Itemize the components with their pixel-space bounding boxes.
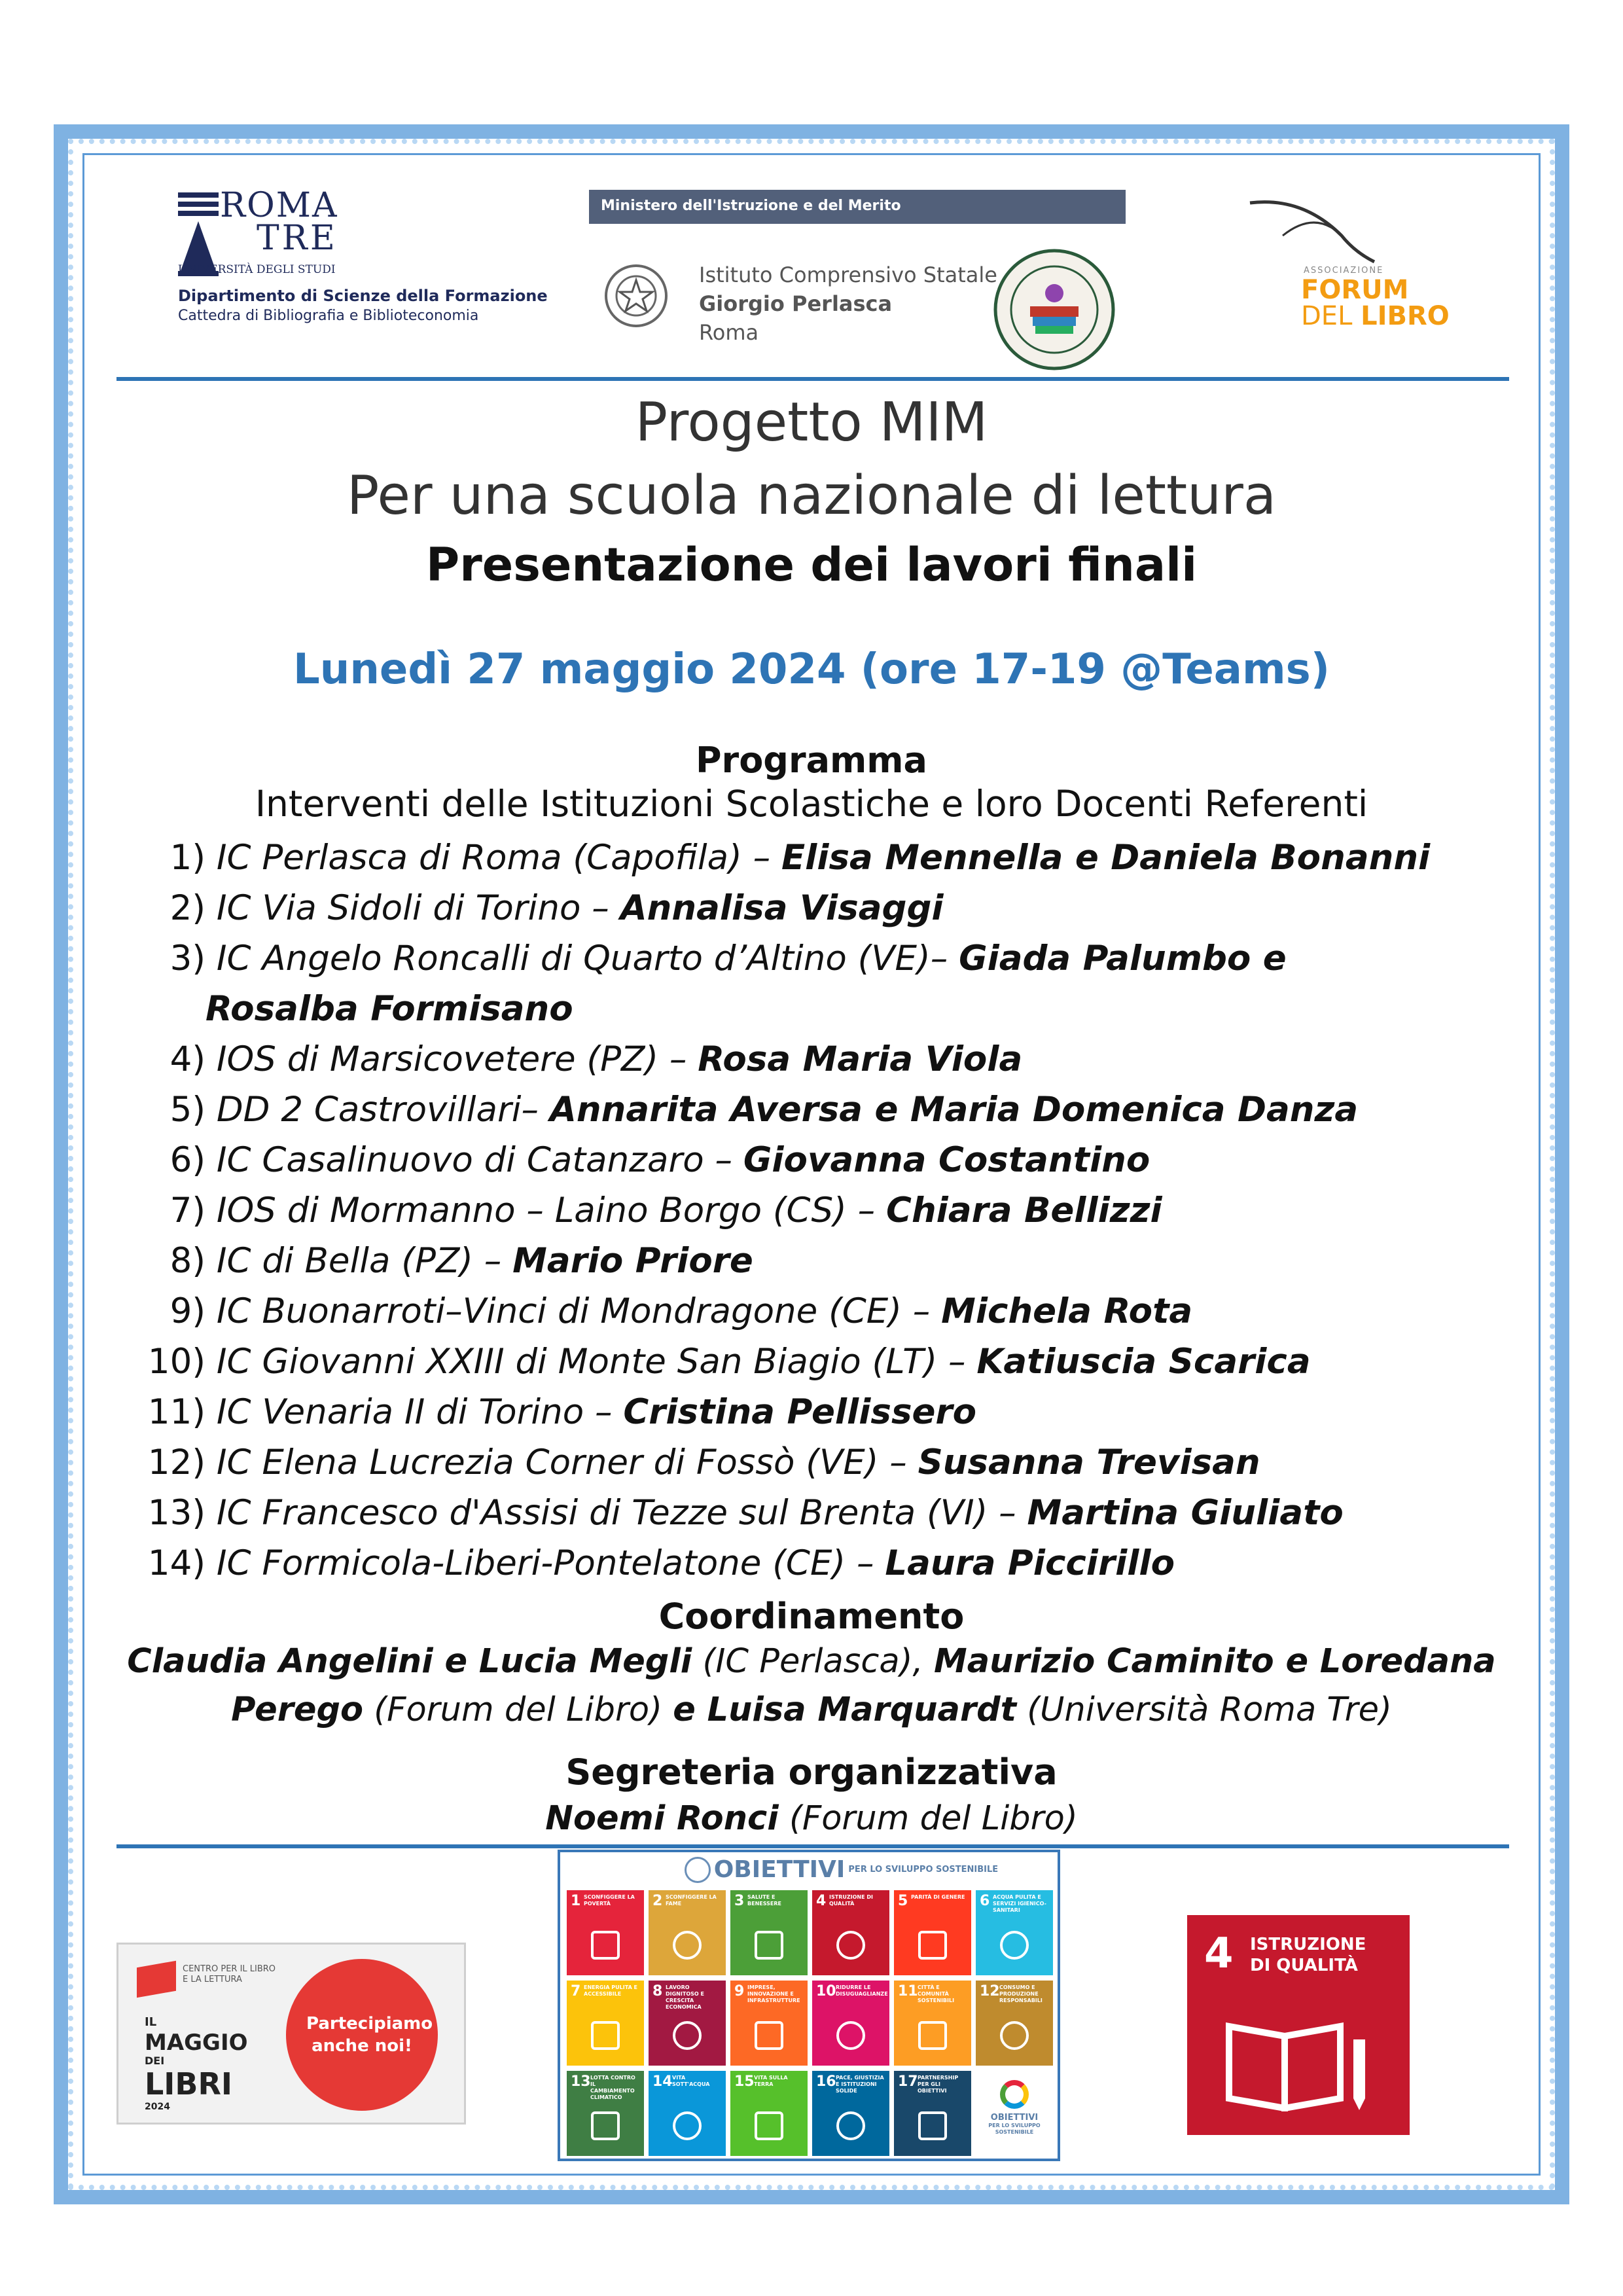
badge-text: Partecipiamo anche noi!	[306, 2014, 433, 2056]
list-item	[126, 1085, 1526, 1135]
sdg-tile-label: PARITÀ DI GENERE	[911, 1894, 965, 1900]
item-school: IC di Bella (PZ) –	[216, 1241, 513, 1281]
list-item	[126, 1185, 1526, 1236]
book-wing-icon	[1243, 190, 1387, 268]
sdg-logo-line1: OBIETTIVI	[990, 2113, 1039, 2123]
list-item	[126, 1034, 1526, 1085]
sdg-tile-number: 16	[816, 2073, 836, 2090]
list-item	[126, 1538, 1526, 1588]
sdg-tile-icon	[918, 1931, 947, 1960]
coordinators-ic: Claudia Angelini e Lucia Megli	[127, 1642, 692, 1681]
item-school: IC Casalinuovo di Catanzaro –	[216, 1140, 743, 1180]
item-number: 13)	[147, 1493, 205, 1533]
list-item	[126, 933, 1526, 984]
sdg-tile-number: 1	[571, 1893, 581, 1909]
sdg4-number: 4	[1204, 1929, 1234, 1978]
sdg-header-small: PER LO SVILUPPO SOSTENIBILE	[848, 1865, 999, 1874]
forum-del: DEL	[1301, 301, 1361, 331]
sdg-tile-label: IMPRESE, INNOVAZIONE E INFRASTRUTTURE	[747, 1984, 800, 2003]
item-teachers: Rosalba Formisano	[205, 989, 573, 1029]
sdg-tile	[976, 1890, 1053, 1975]
sdg-tile-label: RIDURRE LE DISUGUAGLIANZE	[836, 1984, 888, 1997]
project-title: Progetto MIM	[635, 391, 988, 454]
item-school: IC Francesco d'Assisi di Tezze sul Brenta (VI) –	[216, 1493, 1027, 1533]
sdg-tile-label: PARTNERSHIP PER GLI OBIETTIVI	[918, 2075, 959, 2094]
sdg-tile	[812, 1890, 889, 1975]
footer-rule	[116, 1844, 1509, 1848]
ministry-name: Ministero dell'Istruzione e del Merito	[601, 198, 901, 214]
open-book-pencil-icon	[1222, 2013, 1373, 2111]
sdg-tile-number: 10	[816, 1983, 836, 2000]
item-teachers: Martina Giuliato	[1027, 1493, 1344, 1533]
sdg-tile-label: CONSUMO E PRODUZIONE RESPONSABILI	[999, 1984, 1043, 2003]
school-seal-icon	[992, 247, 1116, 372]
school-line2: Giorgio Perlasca	[699, 291, 893, 316]
item-school: IC Via Sidoli di Torino –	[216, 888, 620, 928]
program-intro: Interventi delle Istituzioni Scolastiche e loro Docenti Referenti	[255, 783, 1368, 825]
sdg-tile	[812, 1981, 889, 2066]
sdg-tile-number: 2	[652, 1893, 663, 1909]
sdg4-line1: ISTRUZIONE	[1250, 1935, 1366, 1954]
project-subtitle: Per una scuola nazionale di lettura	[346, 465, 1277, 527]
item-school: IOS di Mormanno – Laino Borgo (CS) –	[216, 1191, 887, 1230]
sdg-tile	[649, 2071, 726, 2156]
maggio-word: MAGGIO	[145, 2030, 248, 2056]
sdg-tile-number: 17	[898, 2073, 918, 2090]
event-date: Lunedì 27 maggio 2024 (ore 17-19 @Teams)	[293, 645, 1330, 694]
sdg-tile-icon	[591, 1931, 620, 1960]
sdg4-tile	[1187, 1915, 1410, 2135]
item-number: 10)	[147, 1342, 205, 1382]
maggio-libri: LIBRI	[145, 2066, 233, 2102]
item-teachers: Susanna Trevisan	[918, 1443, 1260, 1482]
item-teachers: Rosa Maria Viola	[698, 1039, 1023, 1079]
un-emblem-icon	[685, 1857, 711, 1883]
secretariat-name: Noemi Ronci	[545, 1799, 779, 1838]
sdg-tile-icon	[836, 2021, 865, 2050]
item-teachers: Giada Palumbo e	[959, 939, 1287, 978]
sdg-tile	[649, 1981, 726, 2066]
coordinators-forum-cont: Perego	[231, 1691, 364, 1729]
list-item	[126, 1437, 1526, 1488]
sdg-tile	[812, 2071, 889, 2156]
secretariat-org: (Forum del Libro)	[778, 1799, 1078, 1838]
sdg-tile-icon	[1000, 1931, 1029, 1960]
item-number: 12)	[147, 1443, 205, 1482]
sdg-logo-line2: PER LO SVILUPPO SOSTENIBILE	[988, 2123, 1041, 2135]
item-school: DD 2 Castrovillari–	[216, 1090, 550, 1130]
sdg-tile-icon	[673, 1931, 702, 1960]
item-teachers: Annarita Aversa e Maria Domenica Danza	[549, 1090, 1359, 1130]
sdg-tile-label: CITTÀ E COMUNITÀ SOSTENIBILI	[918, 1984, 955, 2003]
item-teachers: Mario Priore	[512, 1241, 753, 1281]
sdg-tile-icon	[591, 2111, 620, 2140]
coordination-line2	[0, 1686, 1623, 1734]
partecipiamo-badge	[286, 1959, 438, 2111]
sdg-tile-icon	[1000, 2021, 1029, 2050]
sdg-tile-number: 9	[734, 1983, 745, 2000]
item-teachers: Annalisa Visaggi	[620, 888, 944, 928]
org-forum: (Forum del Libro)	[363, 1691, 673, 1729]
item-teachers: Giovanna Costantino	[743, 1140, 1150, 1180]
item-number: 8)	[169, 1241, 205, 1281]
item-number: 9)	[169, 1291, 205, 1331]
item-teachers: Katiuscia Scarica	[976, 1342, 1311, 1382]
coordination-line1	[0, 1638, 1623, 1686]
item-teachers: Elisa Mennella e Daniela Bonanni	[781, 838, 1431, 878]
sdg-tile-label: VITA SULLA TERRA	[754, 2075, 788, 2087]
forum-del-libro-logo	[1243, 190, 1450, 340]
list-item	[126, 1336, 1526, 1387]
sdg-tile	[976, 1981, 1053, 2066]
sdg-grid	[567, 1890, 1054, 2156]
sdg-tile-icon	[836, 2111, 865, 2140]
centro-libro-label: CENTRO PER IL LIBRO E LA LETTURA	[183, 1964, 276, 1984]
department-name: Dipartimento di Scienze della Formazione	[178, 287, 548, 305]
sdg-tile-label: LAVORO DIGNITOSO E CRESCITA ECONOMICA	[666, 1984, 704, 2010]
coordinator-university: e Luisa Marquardt	[673, 1691, 1016, 1729]
sdg-tile	[567, 2071, 644, 2156]
list-item	[126, 883, 1526, 933]
item-teachers: Laura Piccirillo	[885, 1543, 1175, 1583]
sdg-tile	[649, 1890, 726, 1975]
list-item	[126, 1387, 1526, 1437]
sdg-tile-number: 6	[980, 1893, 990, 1909]
item-number: 1)	[169, 838, 205, 878]
sdg-tile-icon	[755, 1931, 783, 1960]
sdg-tile-label: SCONFIGGERE LA FAME	[666, 1894, 717, 1907]
item-number: 14)	[147, 1543, 205, 1583]
sdg4-line2: DI QUALITÀ	[1250, 1956, 1358, 1975]
sdg-tile-icon	[673, 2111, 702, 2140]
roma-tre-logo	[178, 186, 548, 340]
item-number: 11)	[147, 1392, 205, 1432]
sdg-tile-label: ACQUA PULITA E SERVIZI IGIENICO-SANITARI	[993, 1894, 1046, 1913]
item-school: IC Perlasca di Roma (Capofila) –	[216, 838, 781, 878]
item-school: IOS di Marsicovetere (PZ) –	[216, 1039, 698, 1079]
roma-tre-line3: UNIVERSITÀ DEGLI STUDI	[178, 263, 336, 276]
sdg-tile-label: SALUTE E BENESSERE	[747, 1894, 781, 1907]
sdg-tile	[894, 2071, 971, 2156]
item-number: 6)	[169, 1140, 205, 1180]
item-school: IC Elena Lucrezia Corner di Fossò (VE) –	[216, 1443, 918, 1482]
sdg-tile-label: ENERGIA PULITA E ACCESSIBILE	[584, 1984, 638, 1997]
maggio-dei: DEI	[145, 2054, 165, 2067]
school-line3: Roma	[699, 320, 759, 345]
item-school: IC Venaria II di Torino –	[216, 1392, 624, 1432]
coordination-heading: Coordinamento	[658, 1596, 965, 1637]
item-school: IC Buonarroti–Vinci di Mondragone (CE) –	[216, 1291, 942, 1331]
list-item	[126, 1286, 1526, 1336]
sdg-tile-icon	[755, 2111, 783, 2140]
sdg-tile-icon	[591, 2021, 620, 2050]
sdg-logo-cell	[976, 2071, 1053, 2156]
list-item	[126, 1236, 1526, 1286]
item-school: IC Giovanni XXIII di Monte San Biagio (LT) –	[216, 1342, 977, 1382]
item-teachers: Michela Rota	[941, 1291, 1193, 1331]
program-list	[126, 833, 1526, 1588]
forum-line2	[1301, 301, 1450, 331]
item-teachers: Chiara Bellizzi	[886, 1191, 1162, 1230]
item-number: 3)	[169, 939, 205, 978]
forum-association: ASSOCIAZIONE	[1304, 266, 1384, 276]
roma-tre-line1: ROMA	[220, 186, 338, 225]
sdg-tile	[567, 1981, 644, 2066]
sdg-tile-icon	[918, 2111, 947, 2140]
sdg-header	[560, 1856, 1058, 1883]
school-name-block	[699, 260, 1000, 347]
sdg-tile-label: LOTTA CONTRO IL CAMBIAMENTO CLIMATICO	[590, 2075, 635, 2100]
sdg-tile-number: 13	[571, 2073, 591, 2090]
list-item-continuation	[126, 984, 1526, 1034]
sdg-tile-icon	[918, 2021, 947, 2050]
sdg-tile-number: 11	[898, 1983, 918, 2000]
sdg-tile-label: VITA SOTT'ACQUA	[672, 2075, 710, 2087]
sdg-tile	[730, 1981, 808, 2066]
item-number: 4)	[169, 1039, 205, 1079]
sdg-tile-number: 15	[734, 2073, 755, 2090]
header-rule	[116, 377, 1509, 381]
presentation-title: Presentazione dei lavori finali	[425, 538, 1198, 592]
chair-name: Cattedra di Bibliografia e Biblioteconomia	[178, 308, 479, 324]
sdg-tile-number: 12	[980, 1983, 1000, 2000]
sdg-tile-label: PACE, GIUSTIZIA E ISTITUZIONI SOLIDE	[836, 2075, 884, 2094]
forum-libro: LIBRO	[1361, 301, 1450, 331]
item-number: 7)	[169, 1191, 205, 1230]
list-item	[126, 1488, 1526, 1538]
list-item	[126, 1135, 1526, 1185]
sdg-header-word: OBIETTIVI	[713, 1856, 846, 1883]
roma-tre-line2: TRE	[257, 219, 338, 258]
forum-line1: FORUM	[1301, 275, 1409, 305]
sdg-tile-number: 8	[652, 1983, 663, 2000]
program-heading: Programma	[695, 740, 927, 781]
sdg-tile-number: 4	[816, 1893, 827, 1909]
sdg-wheel-icon	[1000, 2080, 1029, 2109]
sdg-tile-label: SCONFIGGERE LA POVERTÀ	[584, 1894, 635, 1907]
sdg-tile-number: 3	[734, 1893, 745, 1909]
item-teachers: Cristina Pellissero	[623, 1392, 976, 1432]
org-university: (Università Roma Tre)	[1016, 1691, 1392, 1729]
italian-republic-emblem-icon	[602, 262, 670, 330]
sdg-tile	[730, 1890, 808, 1975]
sdg-tile	[730, 2071, 808, 2156]
maggio-dei-libri-banner	[116, 1943, 466, 2125]
item-number: 2)	[169, 888, 205, 928]
org-ic: (IC Perlasca),	[692, 1642, 934, 1681]
secretariat-heading: Segreteria organizzativa	[565, 1751, 1058, 1793]
sdg-tile-number: 7	[571, 1983, 581, 2000]
sdg-tile-icon	[673, 2021, 702, 2050]
item-school: IC Angelo Roncalli di Quarto d’Altino (VE)–	[216, 939, 959, 978]
secretariat-line	[0, 1795, 1623, 1843]
sdg-tile	[894, 1981, 971, 2066]
maggio-year: 2024	[145, 2102, 170, 2112]
sdg-tile-number: 5	[898, 1893, 908, 1909]
school-line1: Istituto Comprensivo Statale	[699, 262, 997, 287]
sdg-tile	[894, 1890, 971, 1975]
list-item	[126, 833, 1526, 883]
coordinators-forum: Maurizio Caminito e Loredana	[933, 1642, 1496, 1681]
red-book-icon	[137, 1961, 176, 1998]
item-number: 5)	[169, 1090, 205, 1130]
sdg-poster	[558, 1850, 1060, 2161]
sdg-tile-icon	[755, 2021, 783, 2050]
maggio-il: IL	[145, 2015, 157, 2029]
sdg-tile-icon	[836, 1931, 865, 1960]
sdg-tile	[567, 1890, 644, 1975]
item-school: IC Formicola-Liberi-Pontelatone (CE) –	[216, 1543, 885, 1583]
ministry-bar	[589, 190, 1126, 224]
sdg-tile-number: 14	[652, 2073, 673, 2090]
sdg-tile-label: ISTRUZIONE DI QUALITÀ	[829, 1894, 873, 1907]
